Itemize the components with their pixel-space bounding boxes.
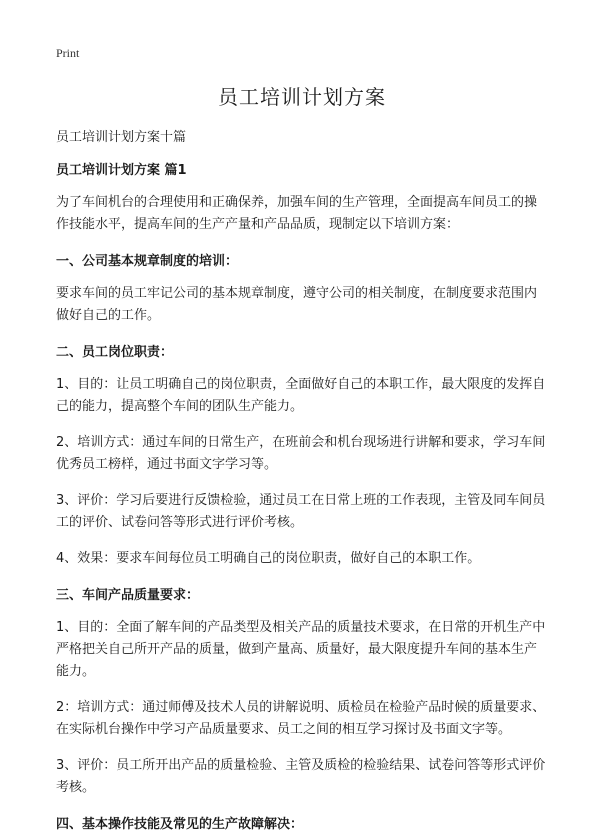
print-label: Print <box>56 46 80 60</box>
page-title: 员工培训计划方案 <box>218 85 386 109</box>
section-3-paragraph-2: 2：培训方式：通过师傅及技术人员的讲解说明、质检员在检验产品时候的质量要求、在实际机台操作中学习产品质量要求、员工之间的相互学习探讨及书面文字等。 <box>56 700 546 737</box>
section-2-paragraph-2: 2、培训方式：通过车间的日常生产，在班前会和机台现场进行讲解和要求，学习车间优秀员工榜样，通过书面文字学习等。 <box>56 435 546 472</box>
section-2-paragraph-3: 3、评价：学习后要进行反馈检验，通过员工在日常上班的工作表现，主管及同车间员工的评价、试卷问答等形式进行评价考核。 <box>56 493 546 530</box>
intro-paragraph: 为了车间机台的合理使用和正确保养，加强车间的生产管理，全面提高车间员工的操作技能水平，提高车间的生产产量和产品品质，现制定以下培训方案： <box>56 195 538 232</box>
section-2-paragraph-1: 1、目的：让员工明确自己的岗位职责，全面做好自己的本职工作，最大限度的发挥自己的能力，提高整个车间的团队生产能力。 <box>56 377 546 414</box>
document-subtitle: 员工培训计划方案十篇 <box>56 130 187 145</box>
section-3-paragraph-3: 3、评价：员工所开出产品的质量检验、主管及质检的检验结果、试卷问答等形式评价考核。 <box>56 758 546 795</box>
section-heading-4: 四、基本操作技能及常见的生产故障解决： <box>56 817 304 832</box>
section-2-paragraph-4: 4、效果：要求车间每位员工明确自己的岗位职责，做好自己的本职工作。 <box>56 551 481 566</box>
section-heading-1: 一、公司基本规章制度的培训： <box>56 254 239 269</box>
section-1-paragraph-1: 要求车间的员工牢记公司的基本规章制度，遵守公司的相关制度，在制度要求范围内做好自己的工作。 <box>56 286 538 323</box>
section-heading-3: 三、车间产品质量要求： <box>56 588 200 603</box>
section-heading-2: 二、员工岗位职责： <box>56 345 174 360</box>
section-3-paragraph-1: 1、目的：全面了解车间的产品类型及相关产品的质量技术要求，在日常的开机生产中严格把关自己所开产品的质量，做到产量高、质量好，最大限度提升车间的基本生产能力。 <box>56 620 546 679</box>
article-heading: 员工培训计划方案 篇1 <box>56 163 187 178</box>
